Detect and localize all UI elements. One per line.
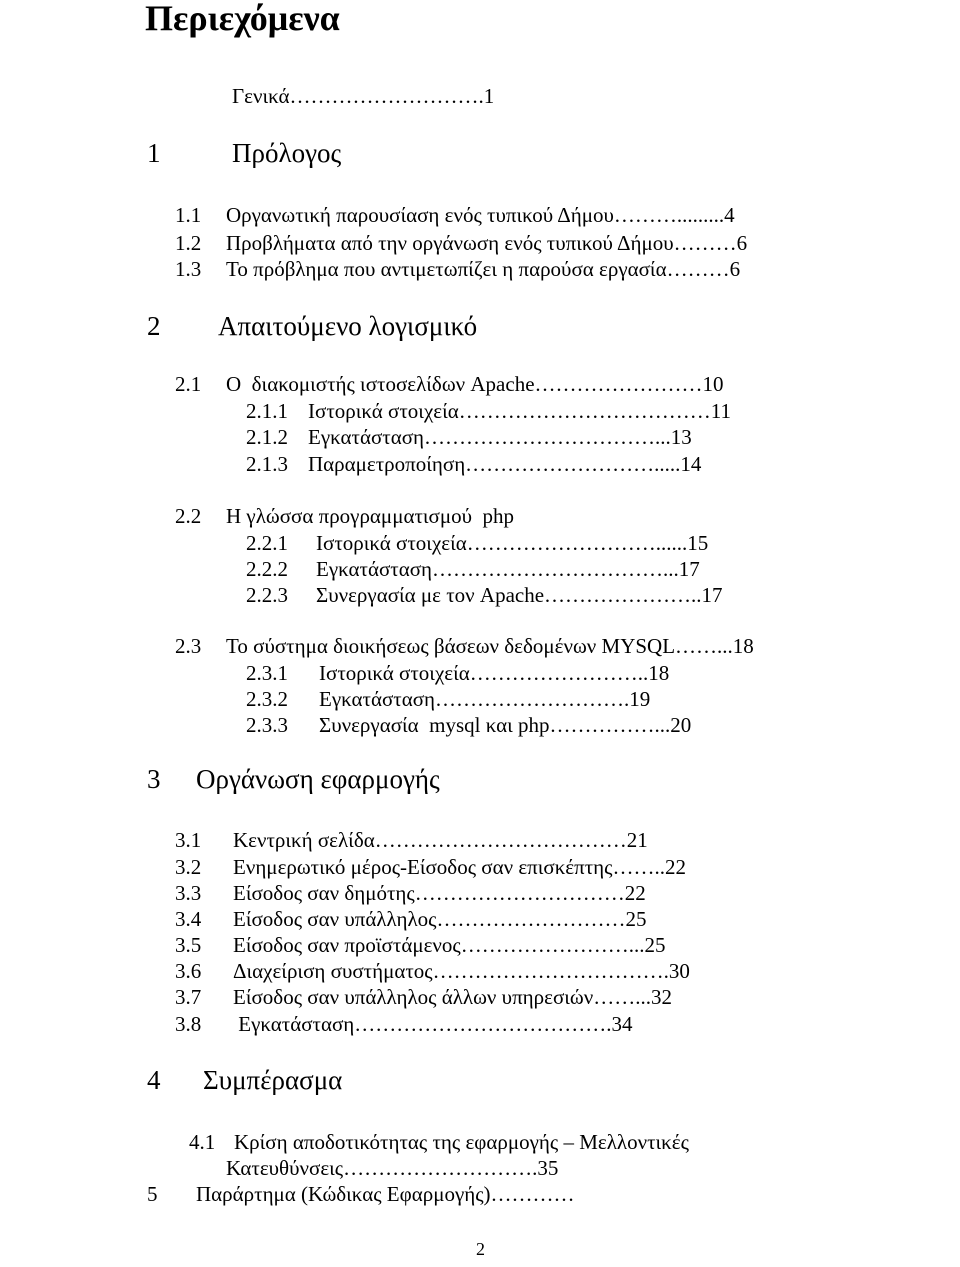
toc-entry-2-2-2-number: 2.2.2 — [246, 557, 288, 581]
toc-entry-3-3-text: Είσοδος σαν δημότης…………………………22 — [233, 881, 646, 905]
toc-entry-3-5-text: Είσοδος σαν προϊστάμενος……………………...25 — [233, 933, 666, 957]
toc-entry-3-2-number: 3.2 — [175, 855, 202, 879]
toc-chapter-1-number: 1 — [147, 138, 161, 168]
toc-chapter-4-title: Συμπέρασμα — [203, 1065, 343, 1095]
toc-entry-3-7-text: Είσοδος σαν υπάλληλος άλλων υπηρεσιών……...32 — [233, 985, 672, 1009]
toc-entry-1-3-text: Το πρόβλημα που αντιμετωπίζει η παρούσα εργασία………6 — [226, 257, 741, 281]
toc-entry-2-3-3-number: 2.3.3 — [246, 713, 288, 737]
toc-entry-3-8-text: Εγκατάσταση……………………………….34 — [233, 1012, 633, 1036]
toc-entry-2-1-2-text: Εγκατάσταση……………………………...13 — [308, 425, 692, 449]
toc-chapter-1-title: Πρόλογος — [232, 138, 342, 168]
toc-entry-4-1-text-continued: Κατευθύνσεις……………………….35 — [226, 1156, 559, 1180]
toc-entry-1-1-text: Οργανωτική παρουσίαση ενός τυπικού Δήμου……….........4 — [226, 203, 735, 227]
toc-entry-3-4-number: 3.4 — [175, 907, 202, 931]
toc-entry-2-2-text: Η γλώσσα προγραμματισμού php — [226, 504, 515, 528]
toc-entry-5-number: 5 — [147, 1182, 158, 1206]
toc-entry-2-1-3-text: Παραμετροποίηση……………………….....14 — [308, 452, 702, 476]
toc-chapter-3-number: 3 — [147, 764, 161, 794]
page-title: Περιεχόμενα — [145, 0, 340, 38]
toc-entry-1-1-number: 1.1 — [175, 203, 202, 227]
toc-entry-2-1-1-text: Ιστορικά στοιχεία………………………………11 — [308, 399, 731, 423]
toc-entry-3-7-number: 3.7 — [175, 985, 202, 1009]
toc-entry-1-2-number: 1.2 — [175, 231, 202, 255]
toc-entry-2-2-1-number: 2.2.1 — [246, 531, 288, 555]
toc-entry-2-1-text: Ο διακομιστής ιστοσελίδων Apache……………………10 — [226, 372, 724, 396]
toc-entry-2-3-1-number: 2.3.1 — [246, 661, 288, 685]
toc-entry-2-1-number: 2.1 — [175, 372, 202, 396]
toc-chapter-2-number: 2 — [147, 311, 161, 341]
toc-entry-2-3-1-text: Ιστορικά στοιχεία……………………..18 — [319, 661, 670, 685]
toc-entry-2-2-1-text: Ιστορικά στοιχεία………………………......15 — [316, 531, 709, 555]
toc-entry-2-2-number: 2.2 — [175, 504, 202, 528]
toc-entry-2-1-1-number: 2.1.1 — [246, 399, 288, 423]
toc-entry-2-2-3-number: 2.2.3 — [246, 583, 288, 607]
toc-entry-2-2-2-text: Εγκατάσταση……………………………...17 — [316, 557, 700, 581]
toc-entry-1-2-text: Προβλήματα από την οργάνωση ενός τυπικού Δήμου………6 — [226, 231, 748, 255]
toc-entry-2-3-2-text: Εγκατάσταση……………………….19 — [319, 687, 651, 711]
toc-entry-3-2-text: Ενημερωτικό μέρος-Είσοδος σαν επισκέπτης……..22 — [233, 855, 686, 879]
toc-chapter-4-number: 4 — [147, 1065, 161, 1095]
toc-entry-2-1-2-number: 2.1.2 — [246, 425, 288, 449]
page-number: 2 — [476, 1239, 485, 1259]
toc-entry-3-1-number: 3.1 — [175, 828, 202, 852]
toc-entry-4-1-number: 4.1 — [189, 1130, 216, 1154]
toc-entry-3-3-number: 3.3 — [175, 881, 202, 905]
toc-entry-2-2-3-text: Συνεργασία με τον Apache…………………..17 — [316, 583, 723, 607]
toc-chapter-3-title: Οργάνωση εφαρμογής — [196, 764, 440, 794]
toc-entry-3-1-text: Κεντρική σελίδα………………………………21 — [233, 828, 648, 852]
toc-chapter-2-title: Απαιτούμενο λογισμικό — [218, 311, 478, 341]
toc-entry-5-text: Παράρτημα (Κώδικας Εφαρμογής)………… — [196, 1182, 575, 1206]
toc-entry-3-4-text: Είσοδος σαν υπάλληλος………………………25 — [233, 907, 647, 931]
toc-entry-2-3-number: 2.3 — [175, 634, 202, 658]
toc-entry-3-5-number: 3.5 — [175, 933, 202, 957]
toc-entry-3-6-text: Διαχείριση συστήματος…………………………….30 — [233, 959, 690, 983]
toc-entry-4-1-text: Κρίση αποδοτικότητας της εφαρμογής – Μελλοντικές — [234, 1130, 689, 1154]
toc-entry-2-3-3-text: Συνεργασία mysql και php……………...20 — [319, 713, 692, 737]
toc-entry-1-3-number: 1.3 — [175, 257, 202, 281]
toc-entry-3-8-number: 3.8 — [175, 1012, 202, 1036]
toc-entry-2-3-text: Το σύστημα διοικήσεως βάσεων δεδομένων MYSQL……...18 — [226, 634, 754, 658]
toc-entry-general: Γενικά……………………….1 — [232, 84, 495, 108]
toc-entry-2-1-3-number: 2.1.3 — [246, 452, 288, 476]
toc-entry-2-3-2-number: 2.3.2 — [246, 687, 288, 711]
toc-entry-3-6-number: 3.6 — [175, 959, 202, 983]
